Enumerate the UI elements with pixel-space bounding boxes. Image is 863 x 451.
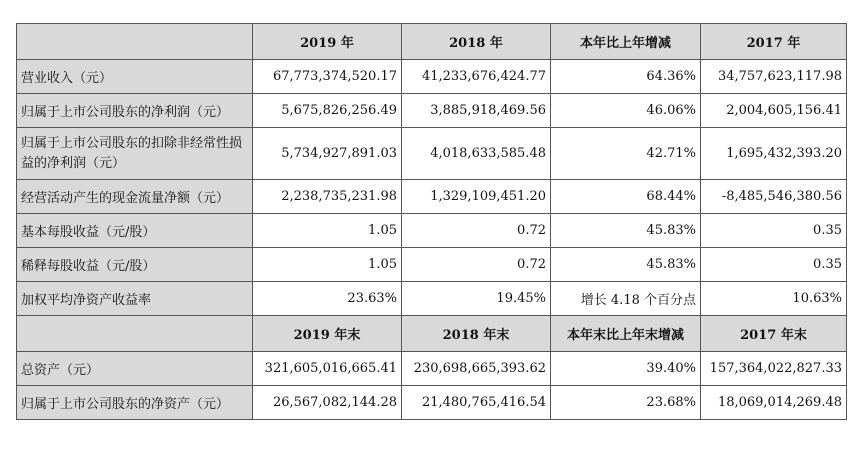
table-row bbox=[17, 180, 847, 214]
cell-value: 41,233,676,424.77 bbox=[402, 60, 551, 94]
row-label: 总资产（元） bbox=[17, 352, 253, 386]
row-label: 归属于上市公司股东的扣除非经常性损益的净利润（元） bbox=[17, 128, 253, 180]
header-row-year-end bbox=[17, 316, 847, 352]
cell-value: 5,675,826,256.49 bbox=[253, 94, 402, 128]
row-label: 经营活动产生的现金流量净额（元） bbox=[17, 180, 253, 214]
table-row bbox=[17, 128, 847, 180]
row-label: 基本每股收益（元/股） bbox=[17, 214, 253, 248]
cell-value: 34,757,623,117.98 bbox=[701, 60, 847, 94]
row-label: 加权平均净资产收益率 bbox=[17, 282, 253, 316]
cell-value: 23.68% bbox=[551, 386, 701, 420]
cell-value: 230,698,665,393.62 bbox=[402, 352, 551, 386]
header-cell-2017-end: 2017 年末 bbox=[701, 316, 847, 352]
header-cell bbox=[17, 316, 253, 352]
header-cell-change-end: 本年末比上年末增减 bbox=[551, 316, 701, 352]
cell-value: 21,480,765,416.54 bbox=[402, 386, 551, 420]
table-row bbox=[17, 60, 847, 94]
header-cell-2017: 2017 年 bbox=[701, 24, 847, 60]
header-cell-2019: 2019 年 bbox=[253, 24, 402, 60]
table-row bbox=[17, 214, 847, 248]
cell-value: 26,567,082,144.28 bbox=[253, 386, 402, 420]
cell-value: 3,885,918,469.56 bbox=[402, 94, 551, 128]
header-cell-2018: 2018 年 bbox=[402, 24, 551, 60]
header-cell-change: 本年比上年增减 bbox=[551, 24, 701, 60]
cell-value: 39.40% bbox=[551, 352, 701, 386]
row-label: 营业收入（元） bbox=[17, 60, 253, 94]
cell-value: 增长 4.18 个百分点 bbox=[551, 282, 701, 316]
cell-value: 42.71% bbox=[551, 128, 701, 180]
cell-value: 2,004,605,156.41 bbox=[701, 94, 847, 128]
cell-value: 45.83% bbox=[551, 248, 701, 282]
cell-value: 321,605,016,665.41 bbox=[253, 352, 402, 386]
table-row bbox=[17, 282, 847, 316]
table-row bbox=[17, 94, 847, 128]
cell-value: 18,069,014,269.48 bbox=[701, 386, 847, 420]
cell-value: 10.63% bbox=[701, 282, 847, 316]
cell-value: 19.45% bbox=[402, 282, 551, 316]
cell-value: 5,734,927,891.03 bbox=[253, 128, 402, 180]
header-cell-2019-end: 2019 年末 bbox=[253, 316, 402, 352]
table-row bbox=[17, 248, 847, 282]
financial-summary-table bbox=[16, 23, 847, 420]
cell-value: 1.05 bbox=[253, 214, 402, 248]
cell-value: 1,695,432,393.20 bbox=[701, 128, 847, 180]
cell-value: 157,364,022,827.33 bbox=[701, 352, 847, 386]
cell-value: 0.72 bbox=[402, 214, 551, 248]
cell-value: 0.35 bbox=[701, 214, 847, 248]
table-row bbox=[17, 386, 847, 420]
cell-value: 4,018,633,585.48 bbox=[402, 128, 551, 180]
cell-value: 1.05 bbox=[253, 248, 402, 282]
cell-value: 46.06% bbox=[551, 94, 701, 128]
cell-value: 2,238,735,231.98 bbox=[253, 180, 402, 214]
header-row-annual bbox=[17, 24, 847, 60]
cell-value: 0.72 bbox=[402, 248, 551, 282]
cell-value: 0.35 bbox=[701, 248, 847, 282]
cell-value: 45.83% bbox=[551, 214, 701, 248]
cell-value: 68.44% bbox=[551, 180, 701, 214]
cell-value: 23.63% bbox=[253, 282, 402, 316]
row-label: 归属于上市公司股东的净资产（元） bbox=[17, 386, 253, 420]
cell-value: -8,485,546,380.56 bbox=[701, 180, 847, 214]
cell-value: 67,773,374,520.17 bbox=[253, 60, 402, 94]
row-label: 稀释每股收益（元/股） bbox=[17, 248, 253, 282]
table-row bbox=[17, 352, 847, 386]
row-label: 归属于上市公司股东的净利润（元） bbox=[17, 94, 253, 128]
cell-value: 1,329,109,451.20 bbox=[402, 180, 551, 214]
header-cell bbox=[17, 24, 253, 60]
cell-value: 64.36% bbox=[551, 60, 701, 94]
header-cell-2018-end: 2018 年末 bbox=[402, 316, 551, 352]
